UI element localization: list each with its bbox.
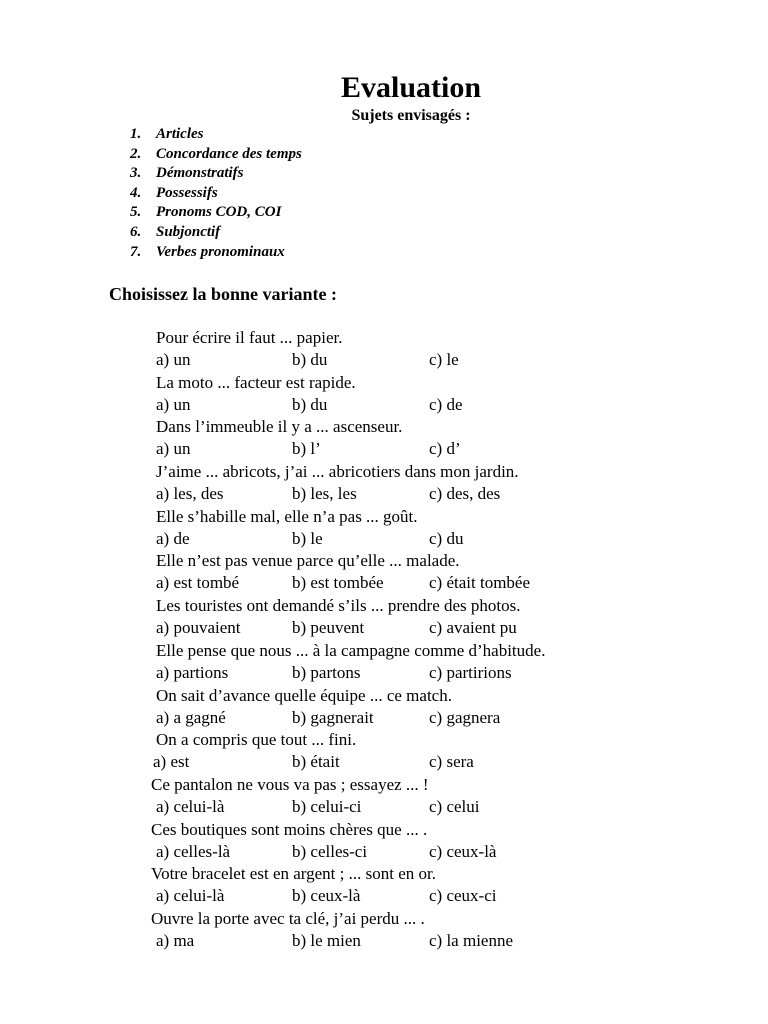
option-b: b) celles-ci [292, 841, 368, 861]
topic-item [130, 164, 302, 184]
option-a: a) les, des [156, 484, 224, 504]
question-item [0, 372, 768, 417]
question-item [0, 461, 768, 506]
option-a: a) celles-là [156, 841, 231, 861]
option-b: b) du [292, 394, 328, 414]
topic-number: 3. [130, 165, 142, 182]
option-b: b) était [292, 752, 340, 772]
option-a: a) est tombé [156, 573, 240, 593]
option-c: c) le [429, 350, 459, 369]
topic-number: 2. [130, 145, 142, 162]
topic-item [130, 223, 302, 243]
option-c: c) ceux-ci [429, 886, 497, 906]
instruction-heading: Choisissez la bonne variante : [109, 284, 338, 304]
option-b: b) est tombée [292, 573, 384, 593]
option-c: c) des, des [429, 484, 501, 504]
option-a: a) un [156, 394, 191, 414]
option-a: a) ma [156, 930, 195, 950]
option-a: a) celui-là [156, 886, 225, 906]
question-item [0, 640, 768, 685]
option-a: a) de [156, 528, 190, 548]
option-a: a) a gagné [156, 707, 226, 727]
question-text: Ce pantalon ne vous va pas ; essayez ... ! [151, 774, 429, 794]
topic-number: 6. [130, 223, 142, 240]
topic-item [130, 243, 302, 263]
topic-label: Démonstratifs [156, 165, 244, 182]
option-c: c) de [429, 394, 463, 414]
topic-number: 7. [130, 243, 142, 260]
question-item [0, 908, 768, 953]
option-b: b) du [292, 350, 328, 369]
question-text: Les touristes ont demandé s’ils ... prendre des photos. [156, 596, 521, 616]
question-text: Dans l’immeuble il y a ... ascenseur. [156, 417, 403, 437]
topic-label: Articles [156, 126, 204, 142]
option-a: a) celui-là [156, 796, 225, 816]
question-text: Ouvre la porte avec ta clé, j’ai perdu ... . [151, 908, 425, 928]
topic-item [130, 125, 302, 145]
topic-number: 4. [130, 184, 142, 201]
option-c: c) celui [429, 796, 480, 816]
topic-label: Pronoms COD, COI [156, 204, 282, 221]
option-c: c) ceux-là [429, 841, 497, 861]
question-item [0, 595, 768, 640]
topic-label: Subjonctif [156, 223, 221, 240]
question-item [0, 416, 768, 461]
option-c: c) du [429, 528, 464, 548]
option-c: c) était tombée [429, 573, 531, 593]
option-b: b) le mien [292, 930, 361, 950]
topic-number: 1. [130, 126, 142, 142]
question-item [0, 819, 768, 864]
option-c: c) partirions [429, 662, 512, 682]
question-text: Pour écrire il faut ... papier. [156, 328, 343, 347]
option-c: c) d’ [429, 439, 461, 459]
option-a: a) partions [156, 662, 229, 682]
question-text: J’aime ... abricots, j’ai ... abricotiers dans mon jardin. [156, 462, 519, 482]
topics-list [130, 125, 302, 262]
option-b: b) ceux-là [292, 886, 361, 906]
topic-item [130, 203, 302, 223]
question-text: La moto ... facteur est rapide. [156, 372, 356, 392]
question-item [0, 685, 768, 730]
topic-label: Concordance des temps [156, 145, 302, 162]
question-item [0, 863, 768, 908]
option-b: b) celui-ci [292, 796, 362, 816]
topic-number: 5. [130, 204, 142, 221]
topic-label: Possessifs [156, 184, 218, 201]
question-text: Elle n’est pas venue parce qu’elle ... malade. [156, 551, 460, 571]
question-text: Elle pense que nous ... à la campagne comme d’habitude. [156, 640, 546, 660]
question-item [0, 729, 768, 774]
option-a: a) pouvaient [156, 618, 241, 638]
topic-label: Verbes pronominaux [156, 243, 285, 260]
option-a: a) un [156, 350, 191, 369]
question-item [0, 550, 768, 595]
option-c: c) la mienne [429, 930, 514, 950]
option-b: b) peuvent [292, 618, 365, 638]
option-c: c) avaient pu [429, 618, 517, 638]
question-text: On a compris que tout ... fini. [156, 730, 357, 750]
option-b: b) l’ [292, 439, 321, 459]
question-item [0, 774, 768, 819]
topic-item [130, 184, 302, 204]
option-c: c) sera [429, 752, 474, 772]
option-c: c) gagnera [429, 707, 501, 727]
page-title: Evaluation [340, 71, 482, 104]
question-text: Votre bracelet est en argent ; ... sont en or. [151, 864, 436, 884]
option-b: b) les, les [292, 484, 357, 504]
question-text: Elle s’habille mal, elle n’a pas ... goût. [156, 506, 418, 526]
question-item [0, 327, 768, 372]
question-item [0, 506, 768, 551]
questions-list [0, 327, 768, 953]
option-b: b) partons [292, 662, 361, 682]
question-text: On sait d’avance quelle équipe ... ce match. [156, 685, 452, 705]
option-b: b) le [292, 528, 323, 548]
page-subtitle: Sujets envisagés : [351, 107, 471, 124]
topic-item [130, 145, 302, 165]
option-a: a) est [153, 752, 190, 772]
question-text: Ces boutiques sont moins chères que ... . [151, 819, 428, 839]
option-b: b) gagnerait [292, 707, 374, 727]
option-a: a) un [156, 439, 191, 459]
